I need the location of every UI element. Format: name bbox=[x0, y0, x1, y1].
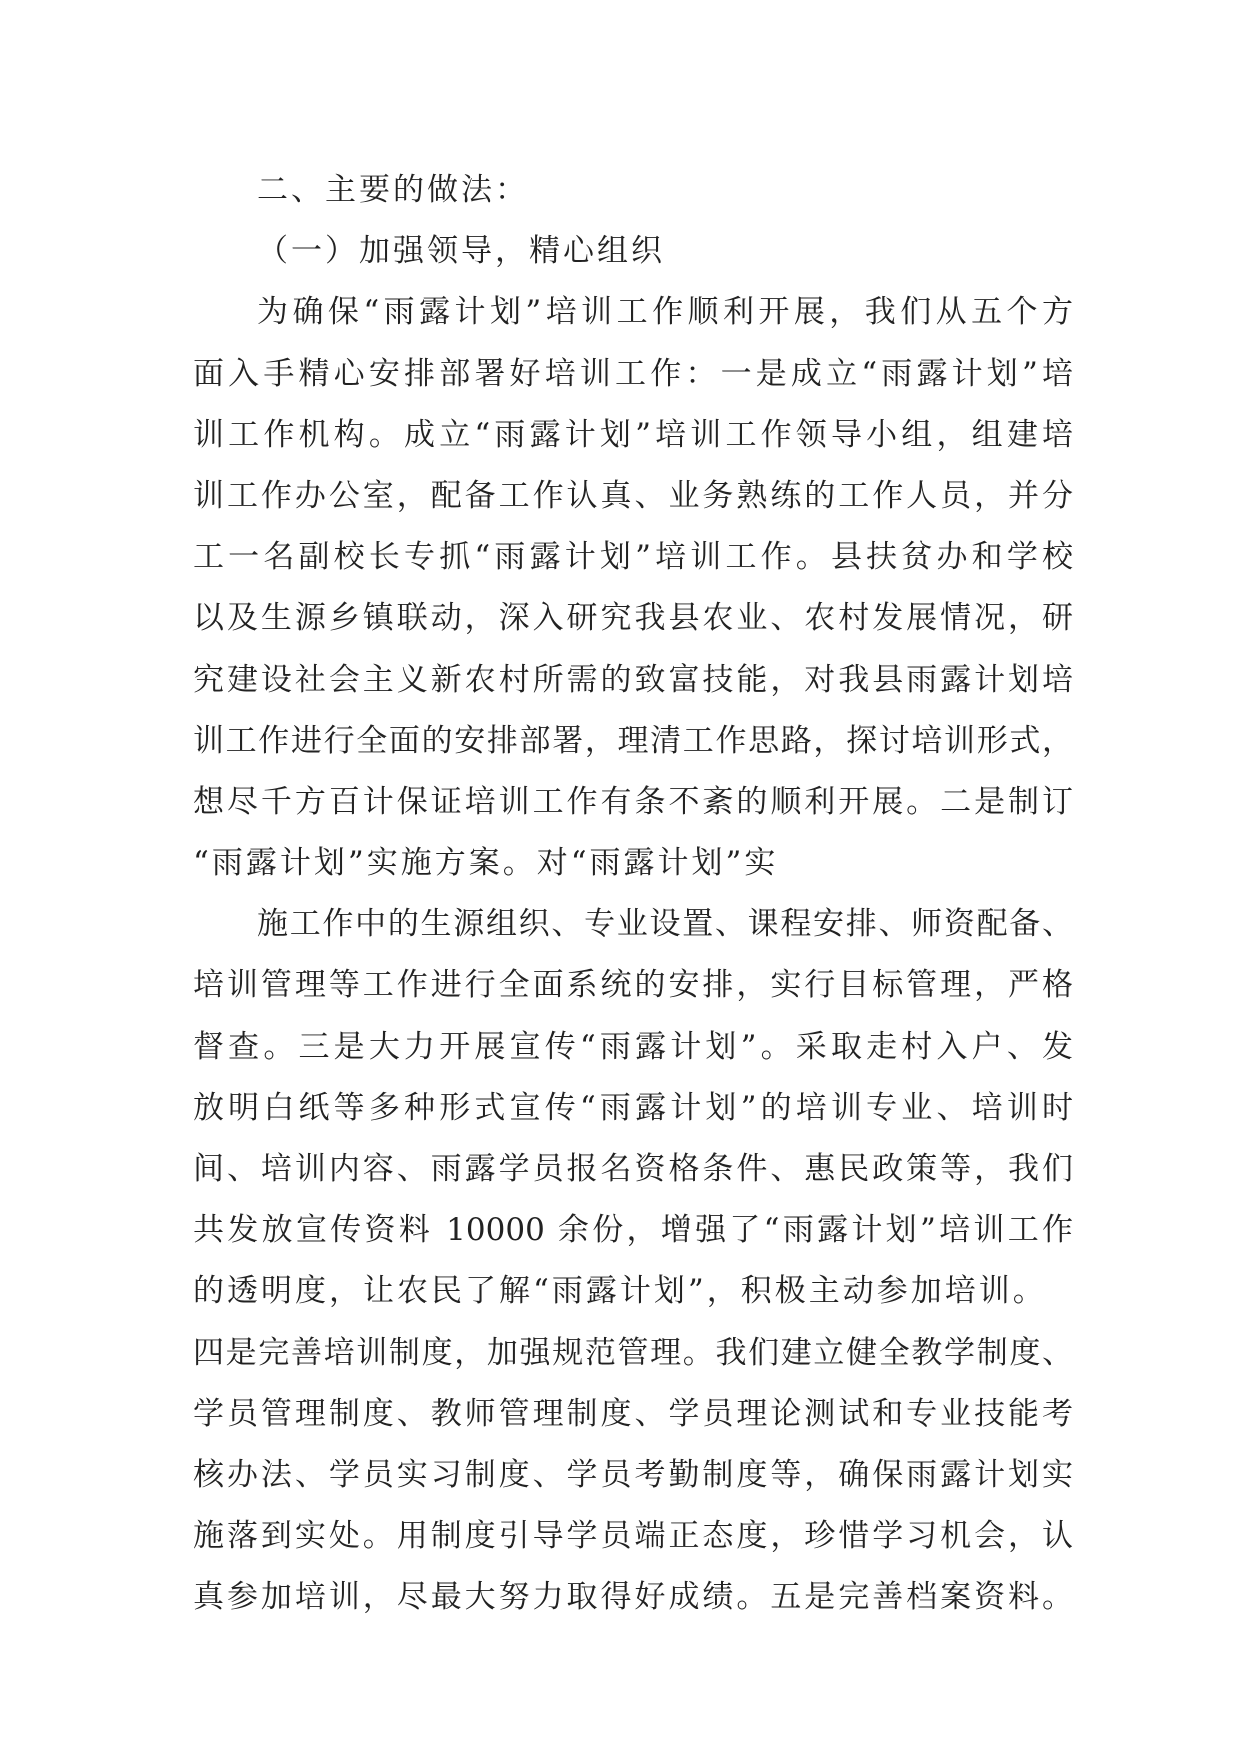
paragraph-line: 间、培训内容、雨露学员报名资格条件、惠民政策等，我们 bbox=[193, 1151, 1073, 1187]
paragraph-line: 训工作机构。成立“雨露计划”培训工作领导小组，组建培 bbox=[193, 416, 1073, 453]
paragraph-line: 的透明度，让农民了解“雨露计划”，积极主动参加培训。 bbox=[193, 1273, 1047, 1310]
paragraph-line: 真参加培训，尽最大努力取得好成绩。五是完善档案资料。 bbox=[193, 1579, 1073, 1616]
paragraph-line: 想尽千方百计保证培训工作有条不紊的顺利开展。二是制订 bbox=[193, 783, 1073, 820]
paragraph-line: 四是完善培训制度，加强规范管理。我们建立健全教学制度、 bbox=[193, 1334, 1073, 1371]
paragraph-line: 究建设社会主义新农村所需的致富技能，对我县雨露计划培 bbox=[193, 661, 1073, 698]
paragraph-line: 工一名副校长专抓“雨露计划”培训工作。县扶贫办和学校 bbox=[193, 539, 1073, 576]
paragraph-1 bbox=[193, 282, 1073, 894]
document-body bbox=[193, 160, 1073, 1629]
paragraph-line: 核办法、学员实习制度、学员考勤制度等，确保雨露计划实 bbox=[193, 1456, 1073, 1493]
paragraph-line: “雨露计划”实施方案。对“雨露计划”实 bbox=[193, 845, 779, 882]
paragraph-line: 放明白纸等多种形式宣传“雨露计划”的培训专业、培训时 bbox=[193, 1089, 1073, 1126]
section-heading: 二、主要的做法： bbox=[257, 172, 529, 208]
paragraph-line: 训工作进行全面的安排部署，理清工作思路，探讨培训形式， bbox=[193, 722, 1073, 759]
paragraph-line: 面入手精心安排部署好培训工作：一是成立“雨露计划”培 bbox=[193, 355, 1073, 392]
subsection-heading: （一）加强领导，精心组织 bbox=[257, 233, 665, 270]
paragraph-line: 以及生源乡镇联动，深入研究我县农业、农村发展情况，研 bbox=[193, 600, 1073, 637]
paragraph-line: 培训管理等工作进行全面系统的安排，实行目标管理，严格 bbox=[193, 967, 1073, 1004]
paragraph-line: 训工作办公室，配备工作认真、业务熟练的工作人员，并分 bbox=[193, 477, 1073, 514]
paragraph-line: 学员管理制度、教师管理制度、学员理论测试和专业技能考 bbox=[193, 1395, 1073, 1432]
paragraph-line: 为确保“雨露计划”培训工作顺利开展，我们从五个方 bbox=[257, 294, 1073, 331]
paragraph-2 bbox=[193, 894, 1073, 1628]
paragraph-line: 施工作中的生源组织、专业设置、课程安排、师资配备、 bbox=[257, 906, 1073, 943]
paragraph-line: 共发放宣传资料 10000 余份，增强了“雨露计划”培训工作 bbox=[193, 1212, 1073, 1249]
paragraph-line: 施落到实处。用制度引导学员端正态度，珍惜学习机会，认 bbox=[193, 1518, 1073, 1555]
paragraph-line: 督查。三是大力开展宣传“雨露计划”。采取走村入户、发 bbox=[193, 1028, 1073, 1065]
